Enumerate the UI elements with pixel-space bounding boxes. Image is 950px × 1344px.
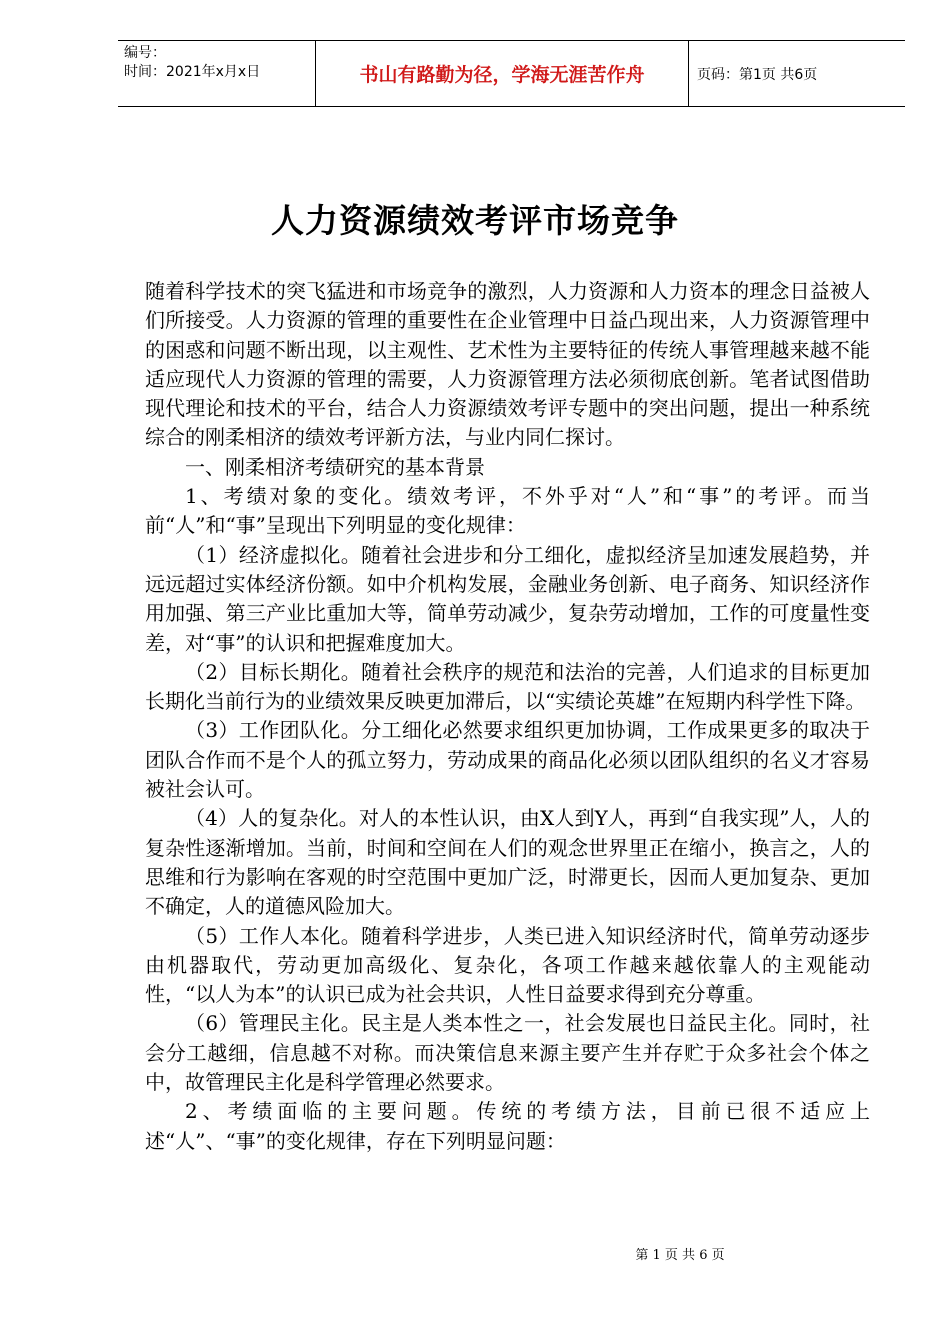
- document-time-label: 时间：2021年x月x日: [124, 64, 261, 80]
- paragraph-subitem-3: （3）工作团队化。分工细化必然要求组织更加协调，工作成果更多的取决于团队合作而不是个人的孤立努力，劳动成果的商品化必须以团队组织的名义才容易被社会认可。: [145, 718, 870, 802]
- document-header: [118, 40, 905, 107]
- paragraph-subitem-6: （6）管理民主化。民主是人类本性之一，社会发展也日益民主化。同时，社会分工越细，信息越不对称。而决策信息来源主要产生并存贮于众多社会个体之中，故管理民主化是科学管理必然要求。: [145, 1011, 870, 1095]
- paragraph-subitem-4: （4）人的复杂化。对人的本性认识，由X人到Y人，再到“自我实现”人，人的复杂性逐渐增加。当前，时间和空间在人们的观念世界里正在缩小，换言之，人的思维和行为影响在客观的时空范围中更加广泛，时滞更长，因而人更加复杂、更加不确定，人的道德风险加大。: [145, 806, 870, 919]
- header-motto-cell: [316, 41, 689, 106]
- paragraph-subitem-5: （5）工作人本化。随着科学进步，人类已进入知识经济时代，简单劳动逐步由机器取代，劳动更加高级化、复杂化，各项工作越来越依靠人的主观能动性，“以人为本”的认识已成为社会共识，人性日益要求得到充分尊重。: [145, 923, 870, 1007]
- document-body: [145, 277, 870, 1156]
- header-page-cell: [689, 41, 905, 106]
- paragraph-subitem-1: （1）经济虚拟化。随着社会进步和分工细化，虚拟经济呈加速发展趋势，并远远超过实体经济份额。如中介机构发展，金融业务创新、电子商务、知识经济作用加强、第三产业比重加大等，简单劳动减少，复杂劳动增加，工作的可度量性变差，对“事”的认识和把握难度加大。: [145, 542, 870, 655]
- paragraph-subitem-2: （2）目标长期化。随着社会秩序的规范和法治的完善，人们追求的目标更加长期化当前行为的业绩效果反映更加滞后，以“实绩论英雄”在短期内科学性下降。: [145, 659, 870, 714]
- paragraph-intro: 随着科学技术的突飞猛进和市场竞争的激烈，人力资源和人力资本的理念日益被人们所接受。人力资源的管理的重要性在企业管理中日益凸现出来，人力资源管理中的困惑和问题不断出现，以主观性、艺术性为主要特征的传统人事管理越来越不能适应现代人力资源的管理的需要，人力资源管理方法必须彻底创新。笔者试图借助现代理论和技术的平台，结合人力资源绩效考评专题中的突出问题，提出一种系统综合的刚柔相济的绩效考评新方法，与业内同仁探讨。: [145, 279, 870, 450]
- header-page-info: 页码：第1页 共6页: [697, 67, 818, 83]
- document-number-label: 编号：: [124, 45, 166, 61]
- paragraph-item-1: 1、考绩对象的变化。绩效考评，不外乎对“人”和“事”的考评。而当前“人”和“事”呈现出下列明显的变化规律：: [145, 484, 870, 538]
- paragraph-item-2: 2、考绩面临的主要问题。传统的考绩方法，目前已很不适应上述“人”、“事”的变化规律，存在下列明显问题：: [145, 1099, 870, 1153]
- header-meta-cell: [118, 41, 316, 106]
- footer-page-number: 第 1 页 共 6 页: [635, 1248, 725, 1263]
- section-heading-1: 一、刚柔相济考绩研究的基本背景: [185, 454, 485, 479]
- page-footer: [0, 1248, 950, 1264]
- document-title: 人力资源绩效考评市场竞争: [271, 201, 679, 240]
- header-motto: 书山有路勤为径，学海无涯苦作舟: [359, 64, 645, 86]
